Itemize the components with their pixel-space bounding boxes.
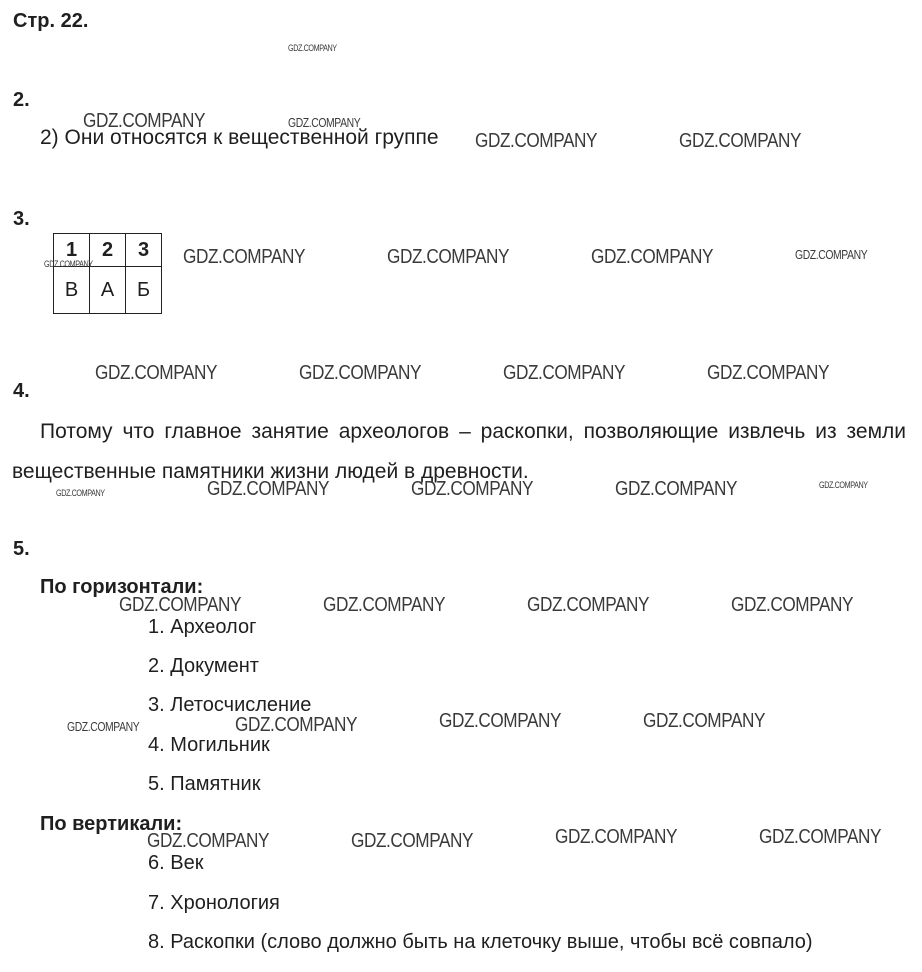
watermark: GDZ.COMPANY bbox=[503, 362, 626, 384]
watermark: GDZ.COMPANY bbox=[795, 247, 868, 262]
task-4-number: 4. bbox=[13, 380, 30, 402]
task-2-answer: 2) Они относятся к вещественной группе bbox=[40, 126, 439, 149]
table-header-cell: 3 bbox=[126, 234, 162, 267]
watermark: GDZ.COMPANY bbox=[299, 362, 422, 384]
answer-table bbox=[53, 233, 162, 314]
watermark: GDZ.COMPANY bbox=[731, 594, 854, 616]
watermark: GDZ.COMPANY bbox=[351, 830, 474, 852]
task-3-number: 3. bbox=[13, 208, 30, 230]
watermark: GDZ.COMPANY bbox=[679, 130, 802, 152]
list-item: 5. Памятник bbox=[148, 773, 261, 795]
watermark: GDZ.COMPANY bbox=[387, 246, 510, 268]
watermark: GDZ.COMPANY bbox=[707, 362, 830, 384]
list-item: 8. Раскопки (слово должно быть на клеточку выше, чтобы всё совпало) bbox=[148, 931, 813, 953]
table-header-cell: 1 bbox=[54, 234, 90, 267]
vertical-heading: По вертикали: bbox=[40, 813, 183, 835]
watermark: GDZ.COMPANY bbox=[591, 246, 714, 268]
list-item: 6. Век bbox=[148, 852, 204, 874]
watermark: GDZ.COMPANY bbox=[95, 362, 218, 384]
table-value-cell: Б bbox=[126, 267, 162, 314]
list-item: 2. Документ bbox=[148, 655, 259, 677]
watermark: GDZ.COMPANY bbox=[555, 826, 678, 848]
watermark: GDZ.COMPANY bbox=[323, 594, 446, 616]
watermark: GDZ.COMPANY bbox=[475, 130, 598, 152]
watermark: GDZ.COMPANY bbox=[83, 110, 206, 132]
task-4-answer: Потому что главное занятие археологов – раскопки, позволяющие извлечь из земли вещественные памятники жизни людей в древности. bbox=[12, 420, 906, 483]
list-item: 4. Могильник bbox=[148, 734, 270, 756]
watermark: GDZ.COMPANY bbox=[235, 714, 358, 736]
list-item: 1. Археолог bbox=[148, 616, 257, 638]
watermark: GDZ.COMPANY bbox=[288, 115, 361, 130]
watermark: GDZ.COMPANY bbox=[643, 710, 766, 732]
watermark: GDZ.COMPANY bbox=[527, 594, 650, 616]
watermark: GDZ.COMPANY bbox=[288, 43, 337, 53]
list-item: 7. Хронология bbox=[148, 892, 280, 914]
list-item: 3. Летосчисление bbox=[148, 694, 312, 716]
horizontal-heading: По горизонтали: bbox=[40, 576, 204, 598]
watermark: GDZ.COMPANY bbox=[411, 478, 534, 500]
watermark: GDZ.COMPANY bbox=[207, 478, 330, 500]
task-2-number: 2. bbox=[13, 89, 30, 111]
table-value-cell: В bbox=[54, 267, 90, 314]
watermark: GDZ.COMPANY bbox=[56, 488, 105, 498]
watermark: GDZ.COMPANY bbox=[147, 830, 270, 852]
watermark: GDZ.COMPANY bbox=[439, 710, 562, 732]
watermark: GDZ.COMPANY bbox=[819, 480, 868, 490]
watermark: GDZ.COMPANY bbox=[119, 594, 242, 616]
table-value-cell: А bbox=[90, 267, 126, 314]
watermark: GDZ.COMPANY bbox=[759, 826, 882, 848]
task-5-number: 5. bbox=[13, 538, 30, 560]
watermark: GDZ.COMPANY bbox=[615, 478, 738, 500]
table-header-cell: 2 bbox=[90, 234, 126, 267]
watermark: GDZ.COMPANY bbox=[44, 259, 93, 269]
page-title: Стр. 22. bbox=[13, 10, 89, 32]
watermark: GDZ.COMPANY bbox=[183, 246, 306, 268]
watermark: GDZ.COMPANY bbox=[67, 719, 140, 734]
